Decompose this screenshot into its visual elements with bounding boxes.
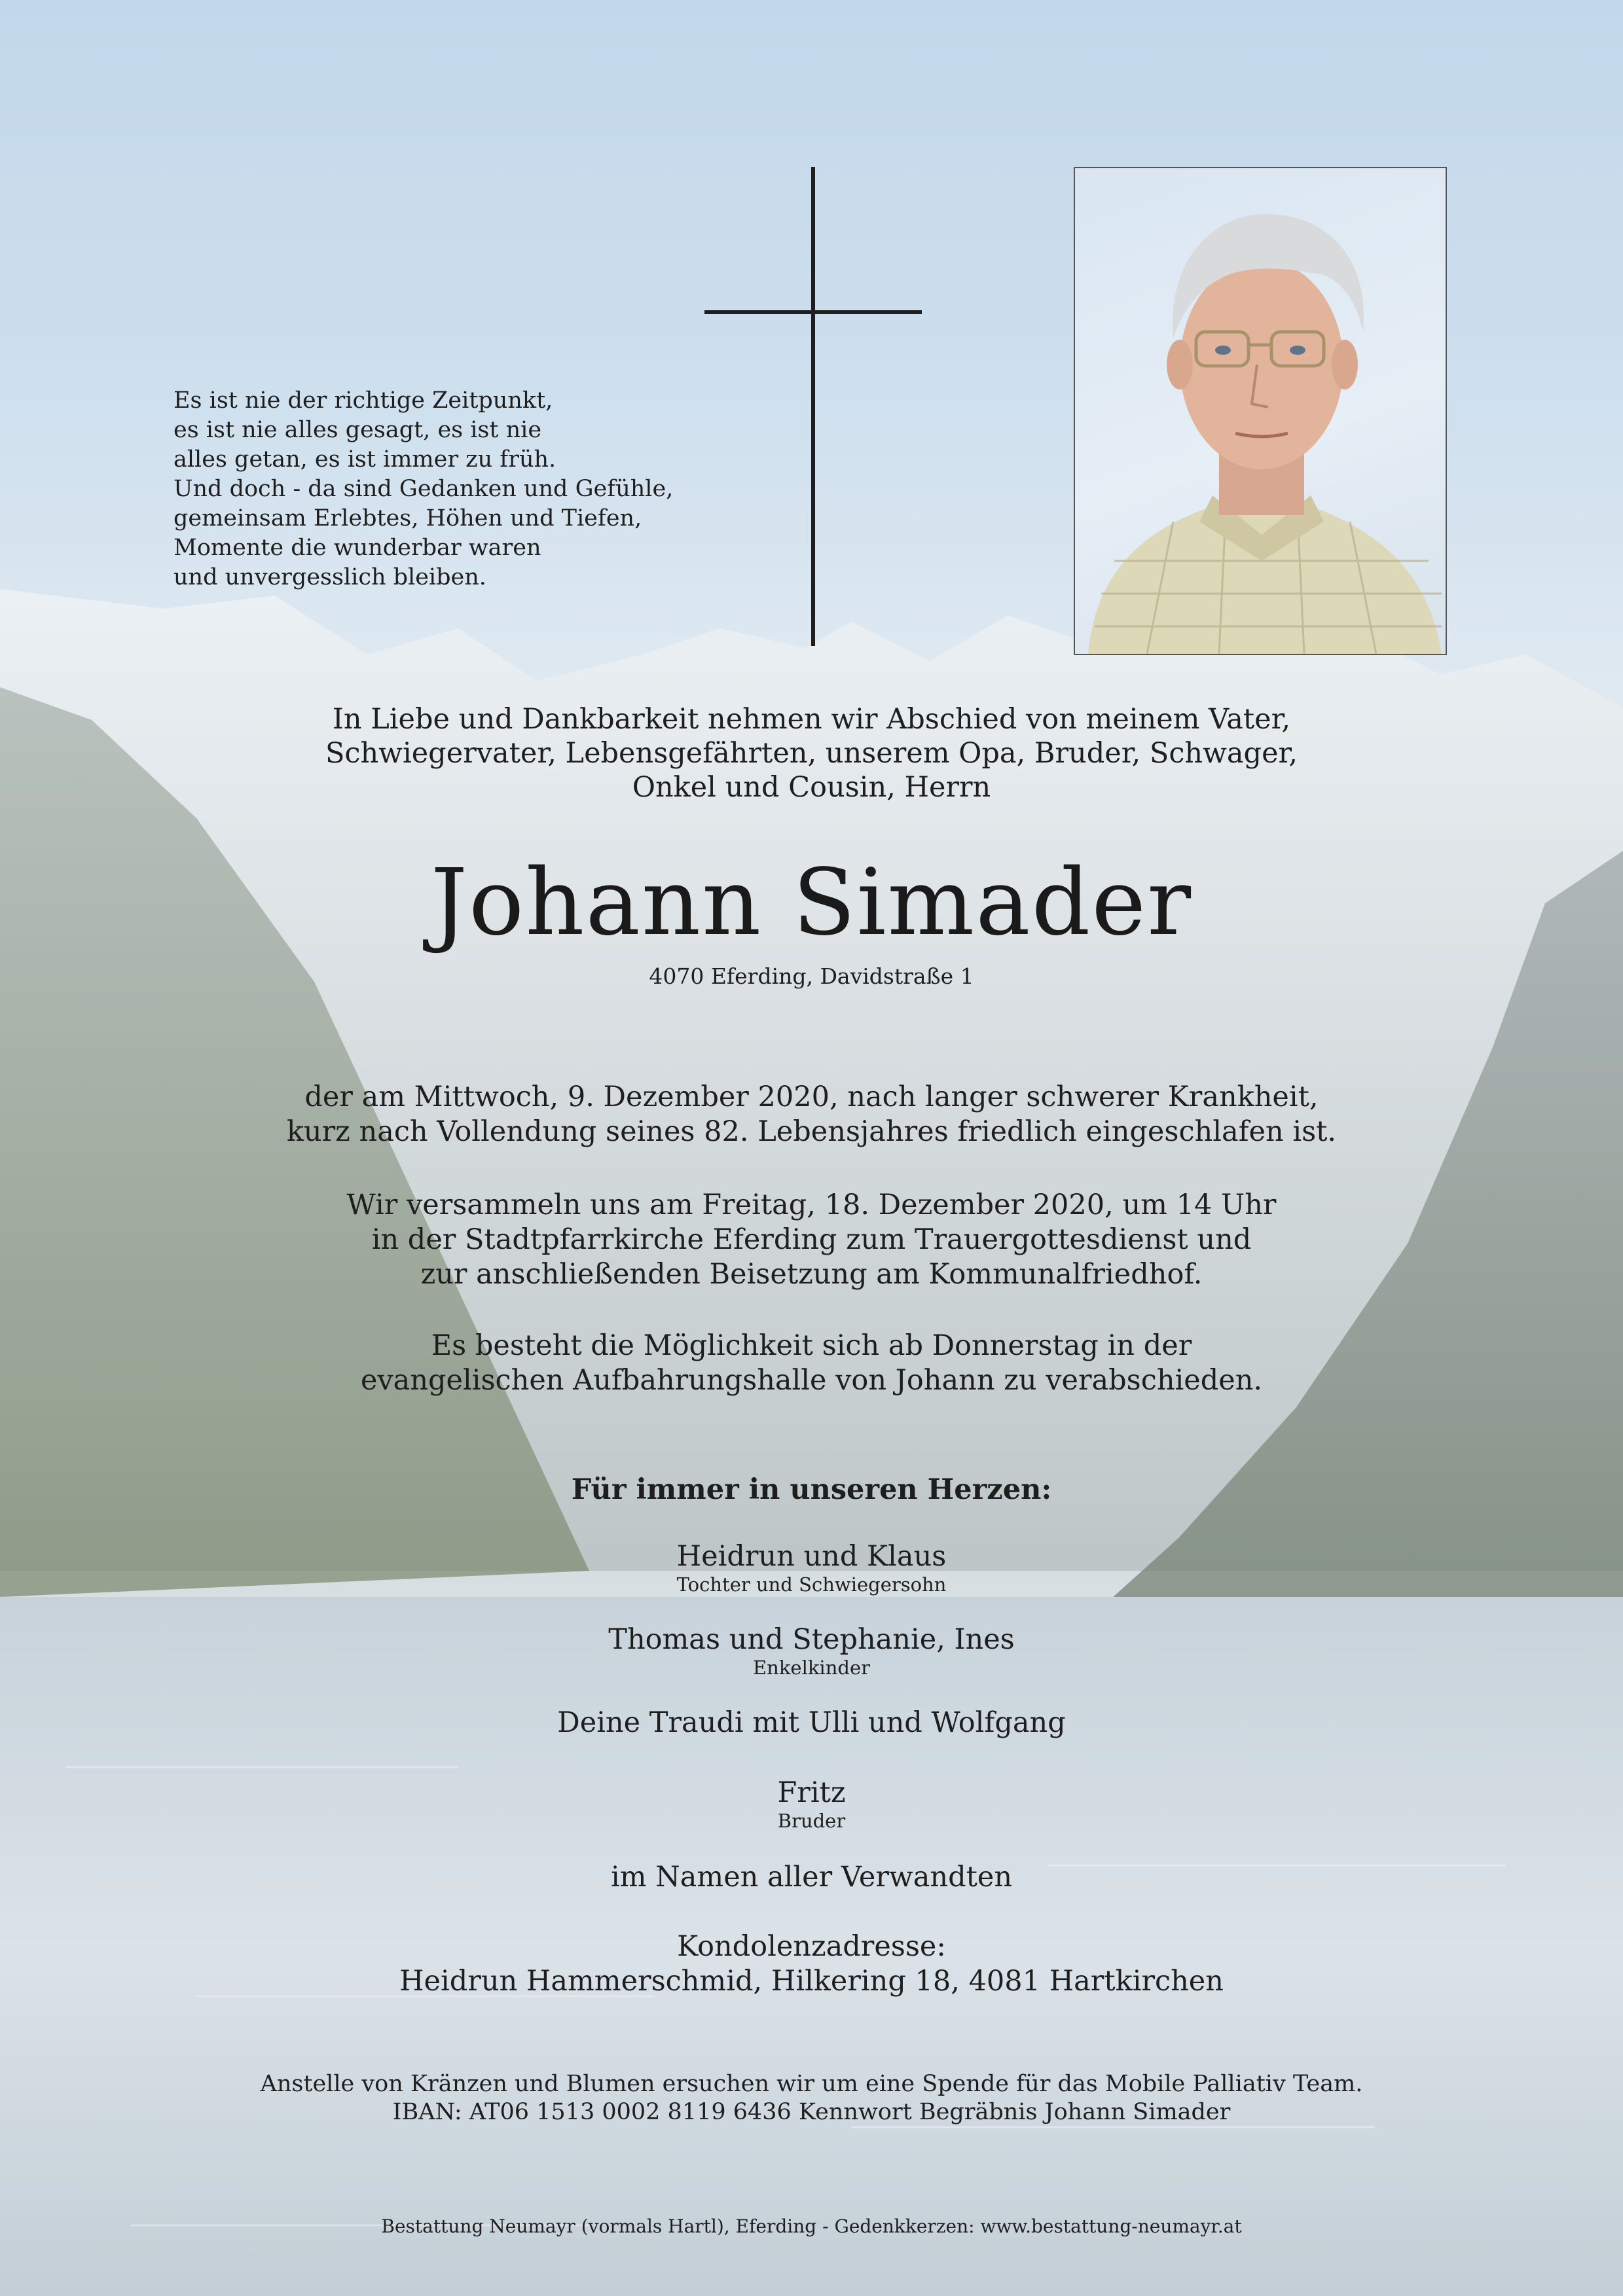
service-line: Wir versammeln uns am Freitag, 18. Dezember 2020, um 14 Uhr (346, 1189, 1277, 1221)
donation-line: Anstelle von Kränzen und Blumen ersuchen wir um eine Spende für das Mobile Palliativ Team. (260, 2071, 1363, 2097)
poem-line: gemeinsam Erlebtes, Höhen und Tiefen, (173, 505, 642, 531)
mourner-names: Fritz (777, 1776, 846, 1809)
intro-line: Schwiegervater, Lebensgefährten, unserem Opa, Bruder, Schwager, (325, 737, 1298, 770)
poem-line: Und doch - da sind Gedanken und Gefühle, (173, 476, 674, 502)
deceased-name: Johann Simader (430, 850, 1193, 956)
service-line: in der Stadtpfarrkirche Eferding zum Trauergottesdienst und (371, 1223, 1252, 1256)
deceased-address: 4070 Eferding, Davidstraße 1 (649, 963, 974, 989)
poem-line: Momente die wunderbar waren (173, 535, 541, 561)
poem-line: Es ist nie der richtige Zeitpunkt, (173, 387, 553, 414)
mourner-relation: Bruder (777, 1810, 846, 1832)
condolence-address-line: Heidrun Hammerschmid, Hilkering 18, 4081 Hartkirchen (399, 1965, 1224, 1998)
funeral-home-footer: Bestattung Neumayr (vormals Hartl), Eferding - Gedenkkerzen: www.bestattung-neumayr.at (381, 2215, 1242, 2237)
poem-line: alles getan, es ist immer zu früh. (173, 446, 556, 473)
mourner-names: im Namen aller Verwandten (610, 1861, 1013, 1893)
condolence-label: Kondolenzadresse: (677, 1930, 946, 1963)
mourner-names: Deine Traudi mit Ulli und Wolfgang (557, 1706, 1066, 1739)
intro-line: In Liebe und Dankbarkeit nehmen wir Abschied von meinem Vater, (332, 703, 1291, 736)
mourner-relation: Enkelkinder (753, 1657, 870, 1679)
mourner-names: Heidrun und Klaus (676, 1540, 947, 1573)
intro-text (0, 702, 1623, 804)
donation-note (0, 2070, 1623, 2126)
mourner-relation: Tochter und Schwiegersohn (676, 1573, 947, 1596)
viewing-info (0, 1329, 1623, 1398)
viewing-line: Es besteht die Möglichkeit sich ab Donnerstag in der (431, 1329, 1192, 1362)
poem (173, 386, 763, 592)
portrait-photo (1074, 167, 1447, 655)
donation-iban: IBAN: AT06 1513 0002 8119 6436 Kennwort Begräbnis Johann Simader (392, 2099, 1231, 2125)
service-line: zur anschließenden Beisetzung am Kommunalfriedhof. (420, 1258, 1203, 1291)
death-notice-line: der am Mittwoch, 9. Dezember 2020, nach langer schwerer Krankheit, (304, 1081, 1319, 1113)
portrait-illustration (1075, 168, 1446, 654)
intro-line: Onkel und Cousin, Herrn (632, 771, 991, 804)
death-notice-line: kurz nach Vollendung seines 82. Lebensjahres friedlich eingeschlafen ist. (286, 1115, 1337, 1148)
poem-line: und unvergesslich bleiben. (173, 564, 486, 590)
service-info (0, 1188, 1623, 1292)
cross-horizontal-bar (704, 310, 922, 314)
mourners-heading: Für immer in unseren Herzen: (571, 1473, 1052, 1506)
poem-line: es ist nie alles gesagt, es ist nie (173, 417, 542, 443)
condolence-address (0, 1929, 1623, 1999)
death-notice (0, 1080, 1623, 1149)
mourner-names: Thomas und Stephanie, Ines (608, 1623, 1015, 1656)
cross-vertical-bar (811, 167, 815, 646)
viewing-line: evangelischen Aufbahrungshalle von Johann zu verabschieden. (360, 1364, 1263, 1397)
